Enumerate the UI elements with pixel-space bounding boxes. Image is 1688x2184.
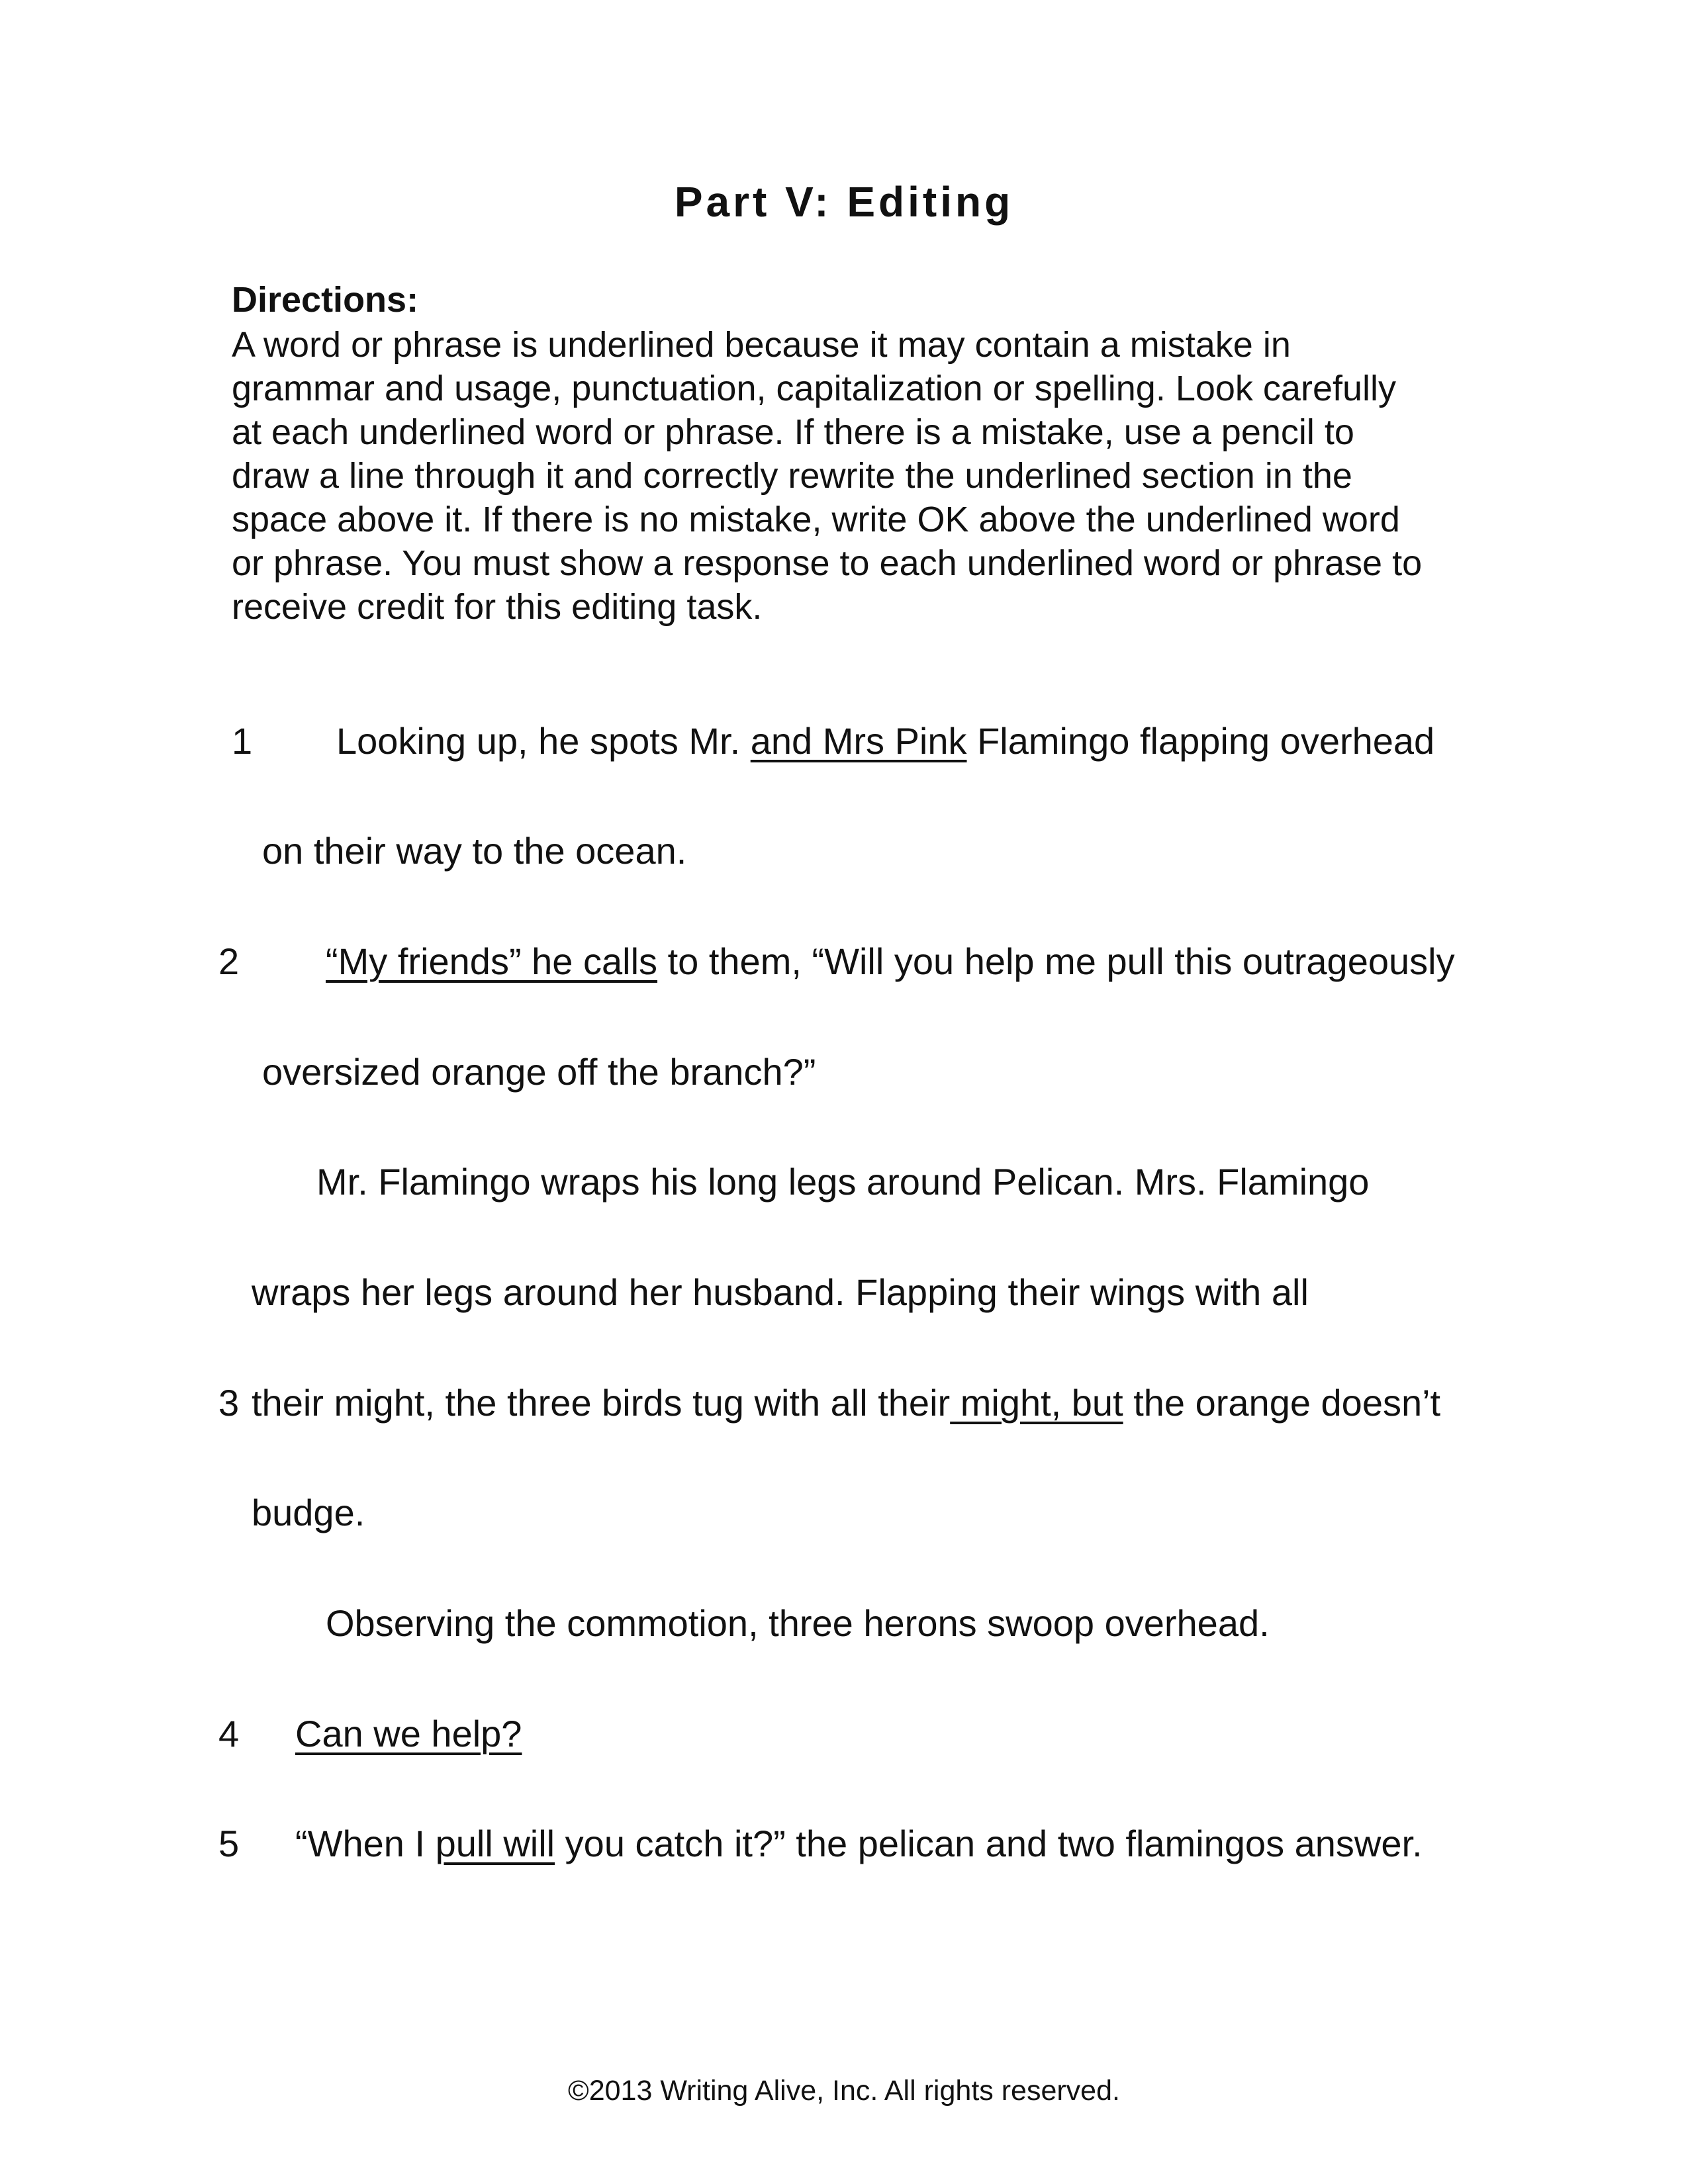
passage-line xyxy=(295,1822,1423,1865)
passage-line: budge. xyxy=(252,1492,365,1533)
directions-line: or phrase. You must show a response to each underlined word or phrase to xyxy=(232,543,1423,583)
passage-line: wraps her legs around her husband. Flapping their wings with all xyxy=(252,1271,1309,1313)
directions-heading: Directions: xyxy=(232,280,419,320)
passage-line xyxy=(336,719,1434,762)
item-number-2: 2 xyxy=(218,940,240,982)
item-number-5: 5 xyxy=(218,1823,240,1864)
passage-line: Observing the commotion, three herons swoop overhead. xyxy=(326,1602,1270,1644)
item-number-4: 4 xyxy=(218,1713,240,1754)
underlined-phrase-3[interactable]: might, but xyxy=(950,1382,1123,1424)
passage-line: on their way to the ocean. xyxy=(262,830,687,872)
passage-text: “When I xyxy=(295,1823,436,1864)
item-number-3: 3 xyxy=(218,1382,240,1424)
passage-line: oversized orange off the branch?” xyxy=(262,1051,816,1093)
directions-line: draw a line through it and correctly rewrite the underlined section in the xyxy=(232,456,1352,496)
underlined-phrase-5[interactable]: pull will xyxy=(435,1823,555,1864)
directions-line: space above it. If there is no mistake, write OK above the underlined word xyxy=(232,500,1400,539)
passage-text: Looking up, he spots Mr. xyxy=(336,720,751,762)
directions-line: A word or phrase is underlined because it may contain a mistake in xyxy=(232,325,1291,365)
directions-line: grammar and usage, punctuation, capitalization or spelling. Look carefully xyxy=(232,369,1397,408)
passage-text: to them, “Will you help me pull this outrageously xyxy=(657,940,1455,982)
underlined-phrase-4[interactable]: Can we help? xyxy=(295,1713,522,1754)
underlined-phrase-2[interactable]: “My friends” he calls xyxy=(326,940,658,982)
passage-text: the orange doesn’t xyxy=(1123,1382,1441,1424)
directions-line: at each underlined word or phrase. If there is a mistake, use a pencil to xyxy=(232,412,1354,452)
passage-line xyxy=(326,940,1455,983)
passage-text: you catch it?” the pelican and two flamingos answer. xyxy=(555,1823,1423,1864)
directions-line: receive credit for this editing task. xyxy=(232,587,763,627)
passage-line xyxy=(252,1381,1440,1424)
copyright-footer: ©2013 Writing Alive, Inc. All rights reserved. xyxy=(568,2075,1120,2107)
passage-line: Mr. Flamingo wraps his long legs around Pelican. Mrs. Flamingo xyxy=(316,1161,1370,1203)
item-number-1: 1 xyxy=(232,720,253,762)
underlined-phrase-1[interactable]: and Mrs Pink xyxy=(750,720,967,762)
passage-line xyxy=(295,1712,522,1755)
passage-text: their might, the three birds tug with all their xyxy=(252,1382,951,1424)
page-title: Part V: Editing xyxy=(674,178,1014,226)
passage-text: Flamingo flapping overhead xyxy=(966,720,1435,762)
